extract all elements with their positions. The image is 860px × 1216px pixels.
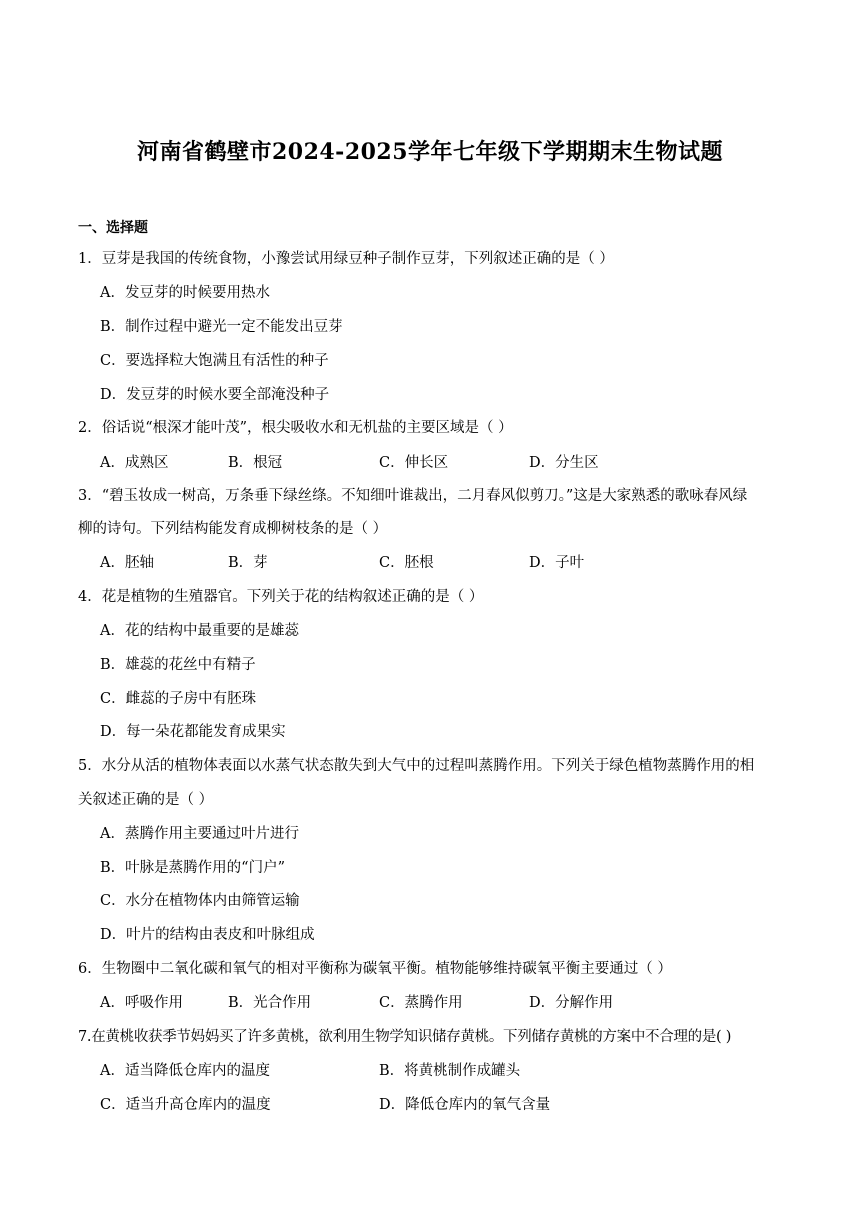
- question-4-option-d[interactable]: D．每一朵花都能发育成果实: [100, 724, 286, 740]
- question-7-option-c[interactable]: C．适当升高仓库内的温度: [100, 1097, 271, 1113]
- question-2-option-a[interactable]: A．成熟区: [100, 455, 169, 471]
- question-4-stem: 4．花是植物的生殖器官。下列关于花的结构叙述正确的是（ ）: [78, 589, 484, 605]
- question-5-option-c[interactable]: C．水分在植物体内由筛管运输: [100, 893, 300, 909]
- question-3-option-a[interactable]: A．胚轴: [100, 555, 154, 571]
- question-6-option-d[interactable]: D．分解作用: [529, 995, 614, 1011]
- question-2-option-d[interactable]: D．分生区: [529, 455, 599, 471]
- question-3-option-d[interactable]: D．子叶: [529, 555, 585, 571]
- question-1-option-d[interactable]: D．发豆芽的时候水要全部淹没种子: [100, 387, 330, 403]
- question-6-option-c[interactable]: C．蒸腾作用: [379, 995, 463, 1011]
- question-2-option-c[interactable]: C．伸长区: [379, 455, 449, 471]
- question-2-option-b[interactable]: B．根冠: [228, 455, 283, 471]
- question-1-option-c[interactable]: C．要选择粒大饱满且有活性的种子: [100, 353, 329, 369]
- question-5-option-b[interactable]: B．叶脉是蒸腾作用的“门户”: [100, 860, 285, 876]
- question-2-stem: 2．俗话说“根深才能叶茂”，根尖吸收水和无机盐的主要区域是（ ）: [78, 420, 513, 436]
- question-5-stem-line-2: 关叙述正确的是（ ）: [78, 792, 214, 808]
- question-3-stem-line-1: 3．“碧玉妆成一树高，万条垂下绿丝绦。不知细叶谁裁出，二月春风似剪刀。”这是大家熟悉的歌咏春风绿: [78, 488, 748, 504]
- question-7-stem: 7.在黄桃收获季节妈妈买了许多黄桃，欲利用生物学知识储存黄桃。下列储存黄桃的方案中不合理的是( ): [78, 1029, 732, 1045]
- section-heading: 一、选择题: [78, 220, 148, 236]
- question-1-stem: 1．豆芽是我国的传统食物，小豫尝试用绿豆种子制作豆芽，下列叙述正确的是（ ）: [78, 251, 614, 267]
- question-6-stem: 6．生物圈中二氧化碳和氧气的相对平衡称为碳氧平衡。植物能够维持碳氧平衡主要通过（ ）: [78, 961, 672, 977]
- question-6-option-a[interactable]: A．呼吸作用: [100, 995, 183, 1011]
- question-4-option-c[interactable]: C．雌蕊的子房中有胚珠: [100, 691, 257, 707]
- question-3-stem-line-2: 柳的诗句。下列结构能发育成柳树枝条的是（ ）: [78, 521, 388, 537]
- question-3-option-c[interactable]: C．胚根: [379, 555, 434, 571]
- question-7-option-a[interactable]: A．适当降低仓库内的温度: [100, 1063, 270, 1079]
- question-4-option-b[interactable]: B．雄蕊的花丝中有精子: [100, 657, 256, 673]
- question-1-option-a[interactable]: A．发豆芽的时候要用热水: [100, 285, 270, 301]
- question-5-option-a[interactable]: A．蒸腾作用主要通过叶片进行: [100, 826, 299, 842]
- question-3-option-b[interactable]: B．芽: [228, 555, 268, 571]
- question-6-option-b[interactable]: B．光合作用: [228, 995, 312, 1011]
- question-7-option-d[interactable]: D．降低仓库内的氧气含量: [379, 1097, 551, 1113]
- question-5-stem-line-1: 5．水分从活的植物体表面以水蒸气状态散失到大气中的过程叫蒸腾作用。下列关于绿色植物蒸腾作用的相: [78, 758, 755, 774]
- question-4-option-a[interactable]: A．花的结构中最重要的是雄蕊: [100, 623, 299, 639]
- question-1-option-b[interactable]: B．制作过程中避光一定不能发出豆芽: [100, 319, 343, 335]
- question-7-option-b[interactable]: B．将黄桃制作成罐头: [379, 1063, 521, 1079]
- question-5-option-d[interactable]: D．叶片的结构由表皮和叶脉组成: [100, 927, 315, 943]
- page-title: 河南省鹤壁市2024-2025学年七年级下学期期末生物试题: [136, 139, 724, 165]
